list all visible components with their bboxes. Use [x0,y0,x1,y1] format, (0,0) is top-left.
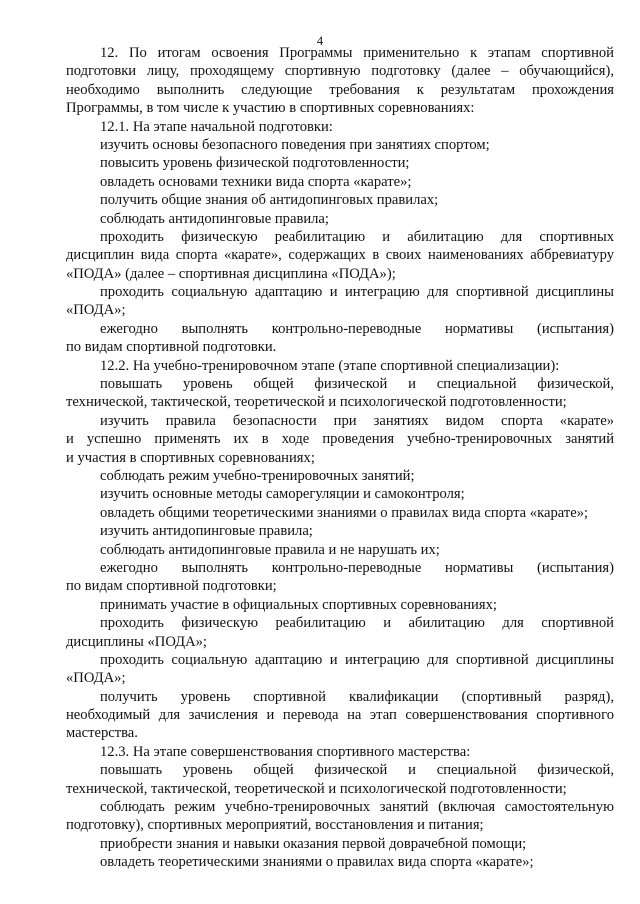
text-line: и успешно применять их в ходе проведения учебно-тренировочных занятий [66,431,614,448]
text-line: принимать участие в официальных спортивных соревнованиях; [100,596,497,613]
text-line: проходить социальную адаптацию и интеграцию для спортивной дисциплины [100,284,614,301]
text-line: подготовки лицу, проходящему спортивную подготовку (далее – обучающийся), [66,63,614,80]
text-line: «ПОДА»; [66,670,126,687]
page-number: 4 [316,34,324,48]
text-line: ежегодно выполнять контрольно-переводные нормативы (испытания) [100,559,614,576]
text-line: по видам спортивной подготовки. [66,339,277,356]
text-line: дисциплины «ПОДА»; [66,633,207,650]
text-line: проходить физическую реабилитацию и абилитацию для спортивной [100,615,614,632]
text-line: проходить социальную адаптацию и интеграцию для спортивной дисциплины [100,651,614,668]
text-line: соблюдать режим учебно-тренировочных занятий (включая самостоятельную [100,799,614,816]
text-line: проходить физическую реабилитацию и абилитацию для спортивных [100,228,614,245]
text-line: овладеть теоретическими знаниями о правилах вида спорта «карате»; [100,854,534,871]
text-line: «ПОДА» (далее – спортивная дисциплина «ПОДА»); [66,265,396,282]
text-line: изучить антидопинговые правила; [100,523,313,540]
text-line: технической, тактической, теоретической и психологической подготовленности; [66,394,567,411]
text-line: соблюдать режим учебно-тренировочных занятий; [100,467,415,484]
text-line: подготовку), спортивных мероприятий, восстановления и питания; [66,817,484,834]
text-line: 12.2. На учебно-тренировочном этапе (этапе спортивной специализации): [100,357,560,374]
text-line: изучить основные методы саморегуляции и самоконтроля; [100,486,465,503]
text-line: повысить уровень физической подготовленности; [100,155,410,172]
text-line: 12. По итогам освоения Программы применительно к этапам спортивной [100,45,614,61]
text-line: изучить правила безопасности при занятиях видом спорта «карате» [100,412,614,429]
text-line: Программы, в том числе к участию в спортивных соревнованиях: [66,100,475,117]
document-body [66,44,614,872]
text-line: повышать уровень общей физической и специальной физической, [100,762,614,779]
text-line: получить общие знания об антидопинговых правилах; [100,192,439,209]
text-line: соблюдать антидопинговые правила и не нарушать их; [100,541,440,558]
text-line: ежегодно выполнять контрольно-переводные нормативы (испытания) [100,320,614,337]
text-line: необходимо выполнить следующие требования к результатам прохождения [66,81,614,98]
text-line: «ПОДА»; [66,302,126,319]
text-line: получить уровень спортивной квалификации (спортивный разряд), [100,688,614,705]
text-line: 12.3. На этапе совершенствования спортивного мастерства: [100,743,471,760]
text-line: и участия в спортивных соревнованиях; [66,449,315,466]
text-line: дисциплин вида спорта «карате», содержащих в своих наименованиях аббревиатуру [66,247,614,264]
text-line: соблюдать антидопинговые правила; [100,210,329,227]
text-line: овладеть общими теоретическими знаниями о правилах вида спорта «карате»; [100,504,589,521]
text-line: 12.1. На этапе начальной подготовки: [100,118,333,135]
text-line: повышать уровень общей физической и специальной физической, [100,376,614,393]
text-line: необходимый для зачисления и перевода на этап совершенствования спортивного [66,707,614,724]
text-line: приобрести знания и навыки оказания первой доврачебной помощи; [100,835,527,852]
text-line: мастерства. [66,725,138,742]
text-line: по видам спортивной подготовки; [66,578,277,595]
text-line: овладеть основами техники вида спорта «карате»; [100,173,412,190]
text-line: изучить основы безопасного поведения при занятиях спортом; [100,136,490,153]
text-line: технической, тактической, теоретической и психологической подготовленности; [66,780,567,797]
